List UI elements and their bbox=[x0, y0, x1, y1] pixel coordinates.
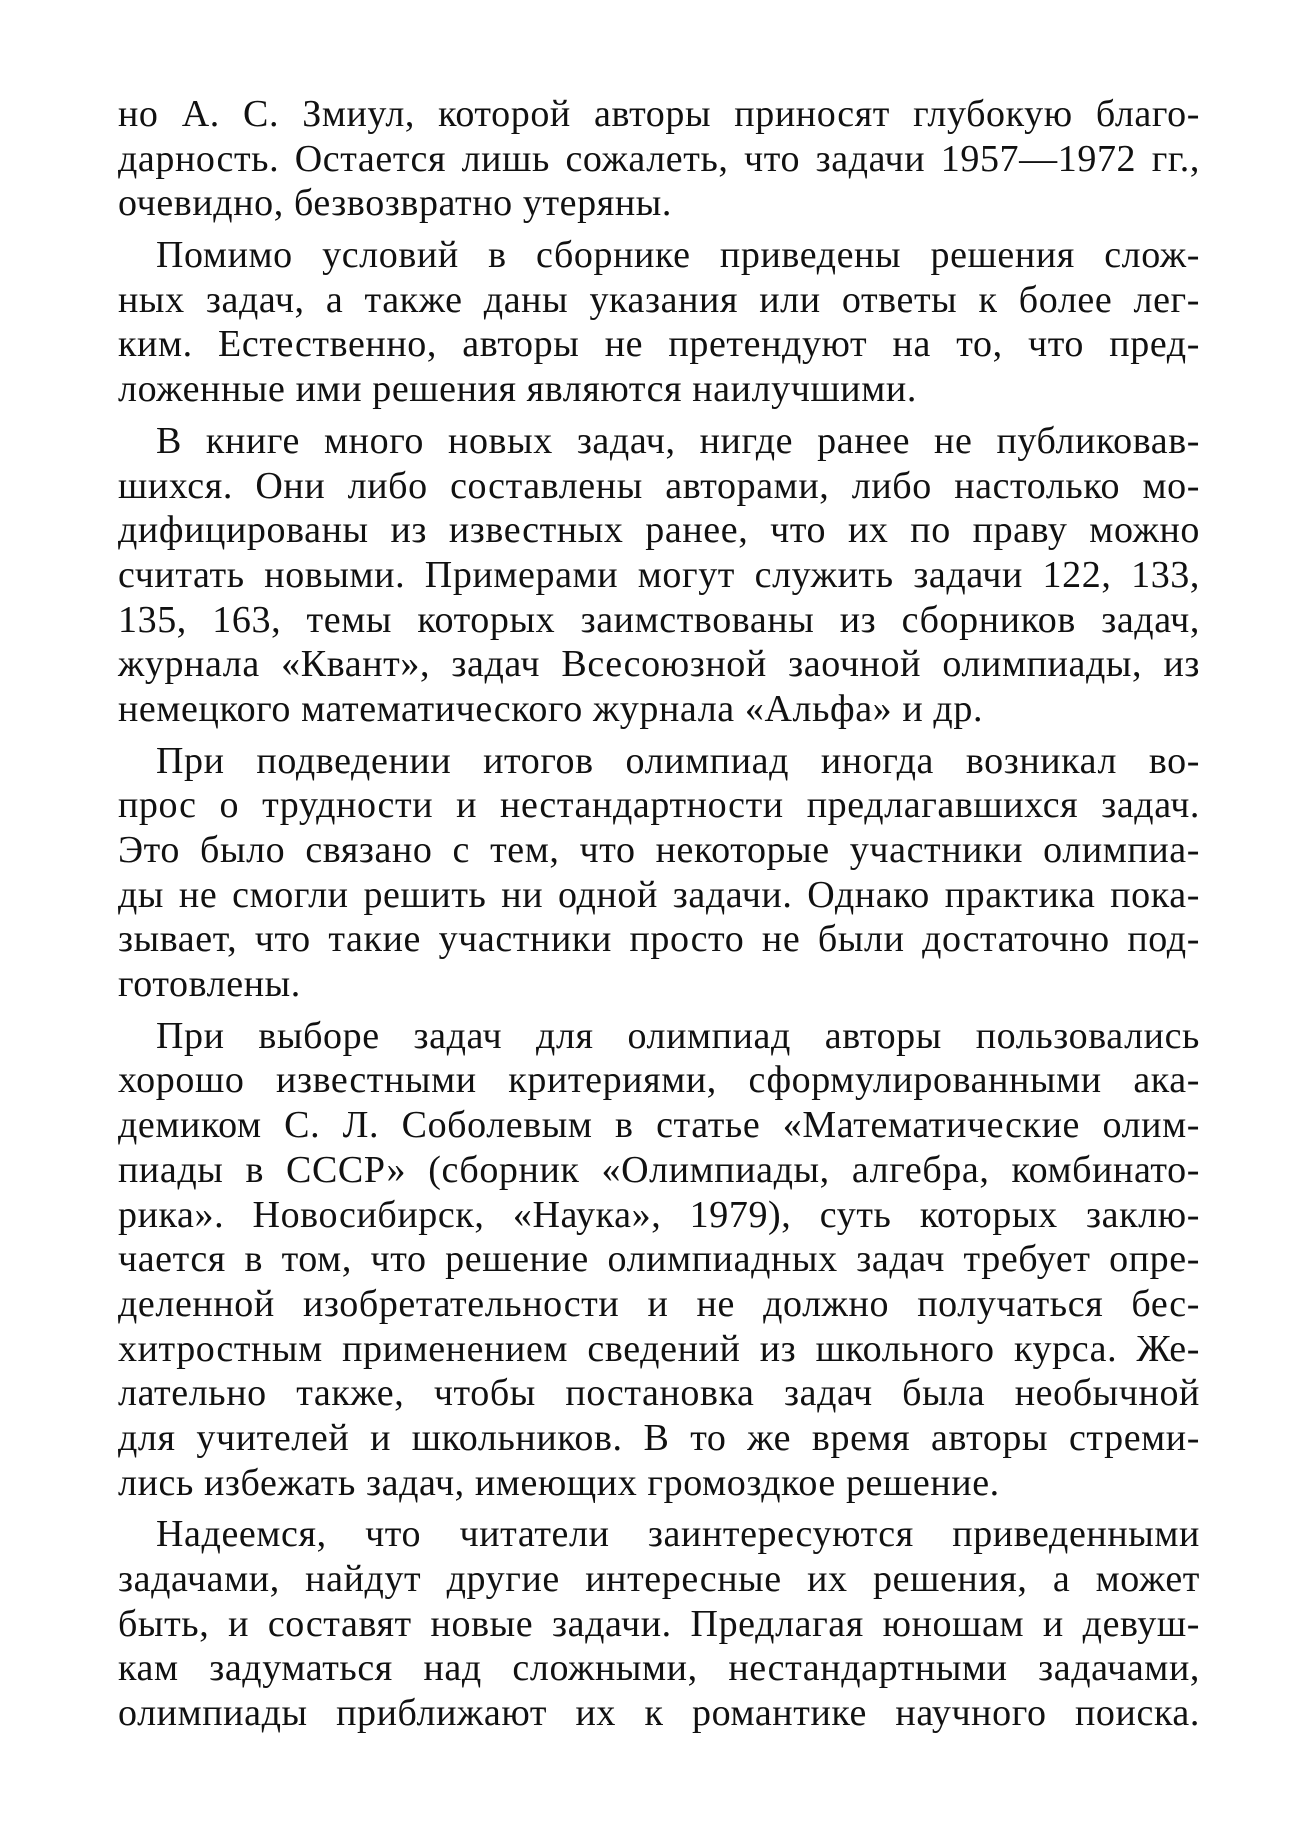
text-line: деленной изобретательности и не должно получаться бес- bbox=[118, 1282, 1200, 1325]
text-line: но А. С. Змиул, которой авторы приносят глубокую благо- bbox=[118, 93, 1200, 135]
text-line: При подведении итогов олимпиад иногда возникал во- bbox=[156, 739, 1200, 782]
text-line: для учителей и школьников. В то же время авторы стреми- bbox=[118, 1416, 1200, 1459]
text-line: шихся. Они либо составлены авторами, либо настолько мо- bbox=[118, 464, 1200, 507]
text-line: ложенные ими решения являются наилучшими. bbox=[118, 368, 917, 411]
text-line: журнала «Квант», задач Всесоюзной заочной олимпиады, из bbox=[118, 643, 1200, 686]
paragraph-gap bbox=[118, 1505, 1200, 1512]
paragraph bbox=[118, 739, 1200, 1007]
text-line: чается в том, что решение олимпиадных задач требует опре- bbox=[118, 1238, 1200, 1281]
text-line: Помимо условий в сборнике приведены решения слож- bbox=[156, 234, 1200, 277]
text-line: олимпиады приближают их к романтике научного поиска. bbox=[118, 1692, 1200, 1735]
text-line: кам задуматься над сложными, нестандартными задачами, bbox=[118, 1647, 1200, 1690]
paragraph bbox=[118, 233, 1200, 412]
text-line: готовлены. bbox=[118, 963, 301, 1006]
text-line: В книге много новых задач, нигде ранее не публиковав- bbox=[156, 419, 1200, 462]
paragraph bbox=[118, 1512, 1200, 1735]
paragraph-gap bbox=[118, 732, 1200, 739]
text-line: Надеемся, что читатели заинтересуются приведенными bbox=[156, 1513, 1200, 1556]
text-line: При выборе задач для олимпиад авторы пользовались bbox=[156, 1014, 1200, 1057]
text-line: хорошо известными критериями, сформулированными ака- bbox=[118, 1059, 1200, 1102]
paragraph bbox=[118, 419, 1200, 732]
text-line: считать новыми. Примерами могут служить задачи 122, 133, bbox=[118, 553, 1200, 596]
text-line: пиады в СССР» (сборник «Олимпиады, алгебра, комбинато- bbox=[118, 1148, 1200, 1191]
paragraph-gap bbox=[118, 412, 1200, 419]
text-line: лательно также, чтобы постановка задач была необычной bbox=[118, 1372, 1200, 1415]
paragraph bbox=[118, 1014, 1200, 1506]
body-text bbox=[118, 92, 1200, 1736]
text-line: демиком С. Л. Соболевым в статье «Математические олим- bbox=[118, 1104, 1200, 1147]
text-line: дифицированы из известных ранее, что их по праву можно bbox=[118, 509, 1200, 552]
text-line: ким. Естественно, авторы не претендуют на то, что пред- bbox=[118, 323, 1200, 366]
text-line: ных задач, а также даны указания или ответы к более лег- bbox=[118, 278, 1200, 321]
text-line: лись избежать задач, имеющих громоздкое решение. bbox=[118, 1461, 1000, 1504]
paragraph-gap bbox=[118, 1007, 1200, 1014]
text-line: хитростным применением сведений из школьного курса. Же- bbox=[118, 1327, 1200, 1370]
text-line: дарность. Остается лишь сожалеть, что задачи 1957—1972 гг., bbox=[118, 137, 1200, 180]
text-line: очевидно, безвозвратно утеряны. bbox=[118, 182, 672, 225]
text-line: зывает, что такие участники просто не были достаточно под- bbox=[118, 918, 1200, 961]
text-line: ды не смогли решить ни одной задачи. Однако практика пока- bbox=[118, 873, 1200, 916]
text-line: прос о трудности и нестандартности предлагавшихся задач. bbox=[118, 784, 1200, 827]
text-line: 135, 163, темы которых заимствованы из сборников задач, bbox=[118, 598, 1200, 641]
text-line: немецкого математического журнала «Альфа» и др. bbox=[118, 687, 984, 730]
paragraph bbox=[118, 92, 1200, 226]
text-line: Это было связано с тем, что некоторые участники олимпиа- bbox=[118, 829, 1200, 871]
text-line: рика». Новосибирск, «Наука», 1979), суть которых заклю- bbox=[118, 1193, 1200, 1236]
text-line: задачами, найдут другие интересные их решения, а может bbox=[118, 1558, 1200, 1600]
paragraph-gap bbox=[118, 226, 1200, 233]
text-line: быть, и составят новые задачи. Предлагая юношам и девуш- bbox=[118, 1602, 1200, 1645]
